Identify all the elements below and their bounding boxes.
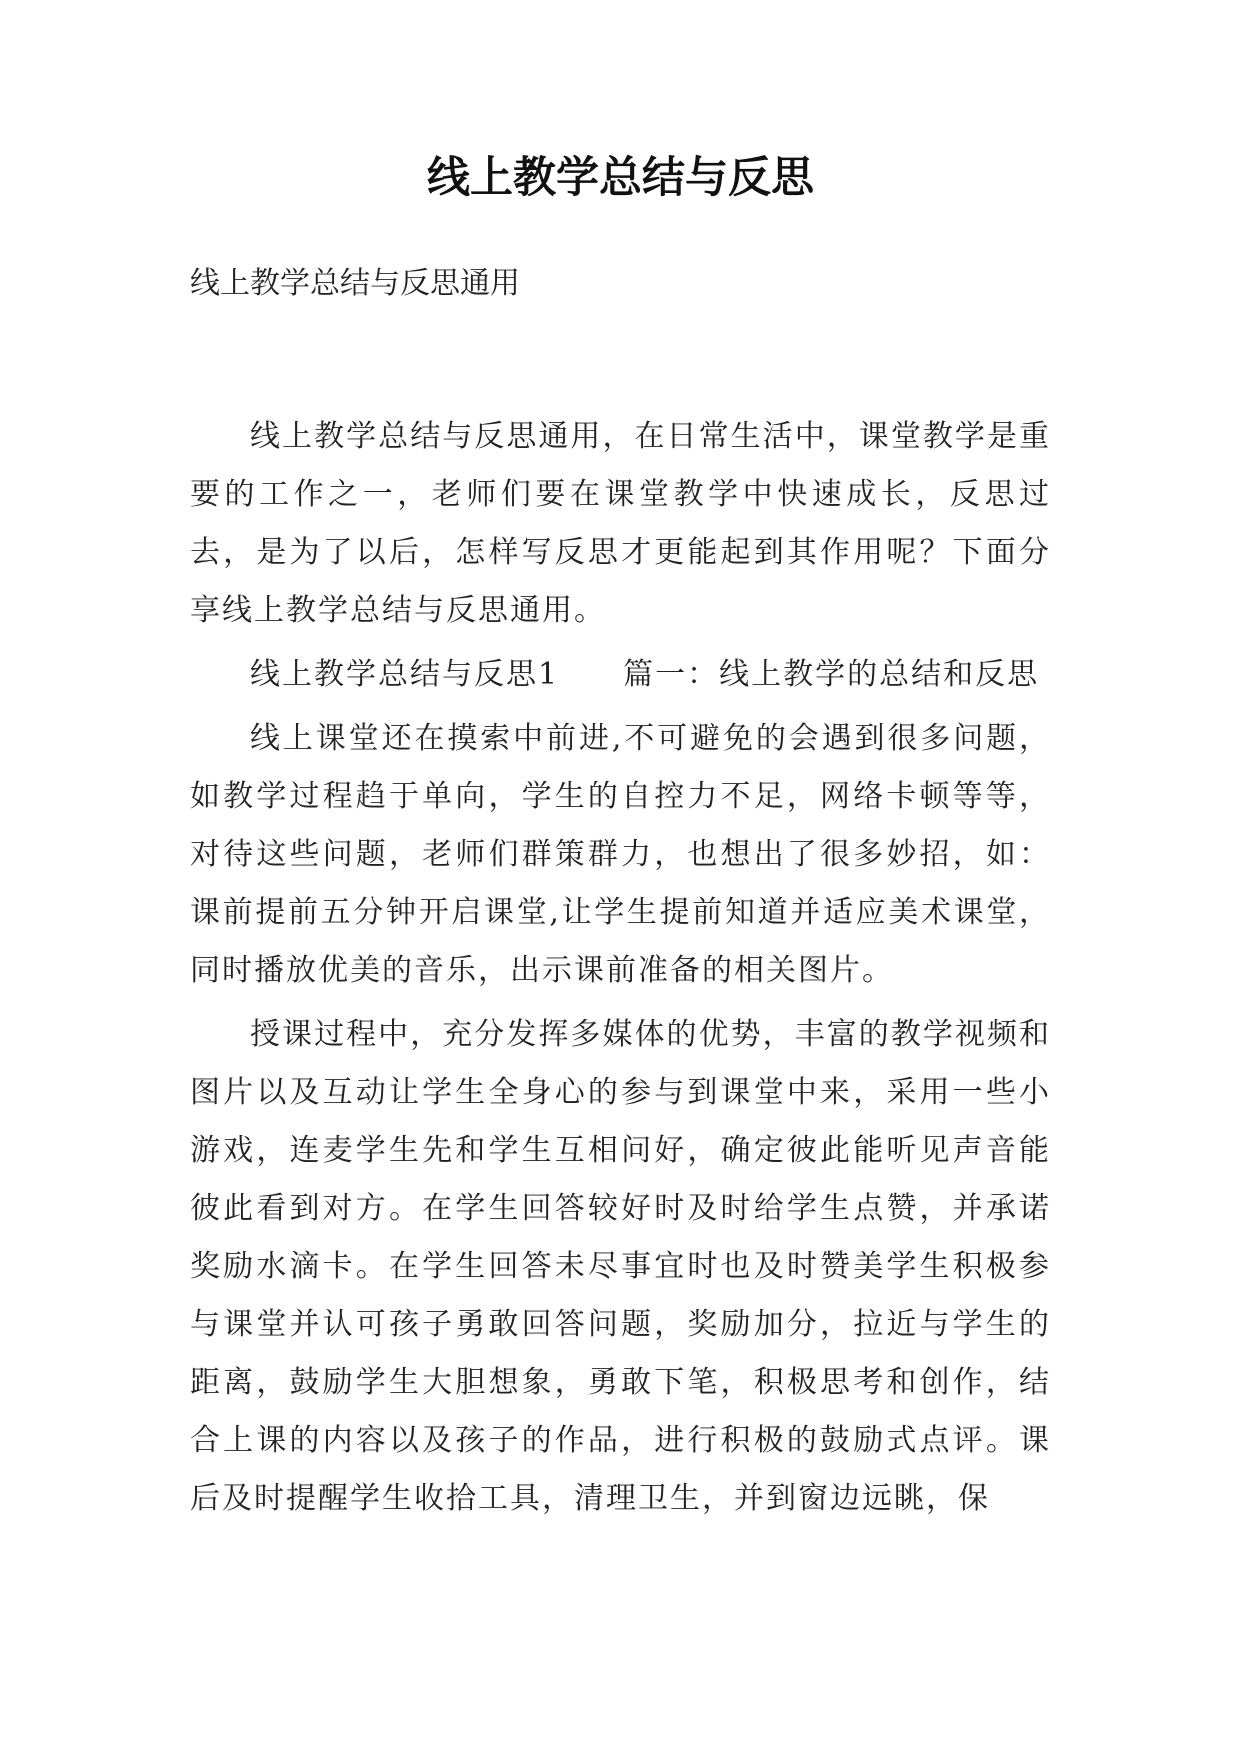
document-title: 线上教学总结与反思 xyxy=(427,153,814,203)
document-subtitle: 线上教学总结与反思通用 xyxy=(190,266,520,301)
intro-paragraph: 线上教学总结与反思通用，在日常生活中，课堂教学是重要的工作之一，老师们要在课堂教学中快速成长，反思过去，是为了以后，怎样写反思才更能起到其作用呢？下面分享线上教学总结与反思通用。 xyxy=(190,419,1051,628)
section-heading-title: 篇一：线上教学的总结和反思 xyxy=(623,657,1040,692)
body-paragraph-2: 授课过程中，充分发挥多媒体的优势，丰富的教学视频和图片以及互动让学生全身心的参与到课堂中来，采用一些小游戏，连麦学生先和学生互相问好，确定彼此能听见声音能彼此看到对方。在学生回答较好时及时给学生点赞，并承诺奖励水滴卡。在学生回答未尽事宜时也及时赞美学生积极参与课堂并认可孩子勇敢回答问题，奖励加分，拉近与学生的距离，鼓励学生大胆想象，勇敢下笔，积极思考和创作，结合上课的内容以及孩子的作品，进行积极的鼓励式点评。课后及时提醒学生收拾工具，清理卫生，并到窗边远眺，保 xyxy=(190,1017,1051,1516)
section-heading-label: 线上教学总结与反思1 xyxy=(250,657,560,692)
section-heading xyxy=(190,646,1051,704)
body-paragraph-1: 线上课堂还在摸索中前进,不可避免的会遇到很多问题，如教学过程趋于单向，学生的自控力不足，网络卡顿等等，对待这些问题，老师们群策群力，也想出了很多妙招，如：课前提前五分钟开启课堂,让学生提前知道并适应美术课堂，同时播放优美的音乐，出示课前准备的相关图片。 xyxy=(190,721,1051,988)
document-body xyxy=(190,408,1051,1534)
